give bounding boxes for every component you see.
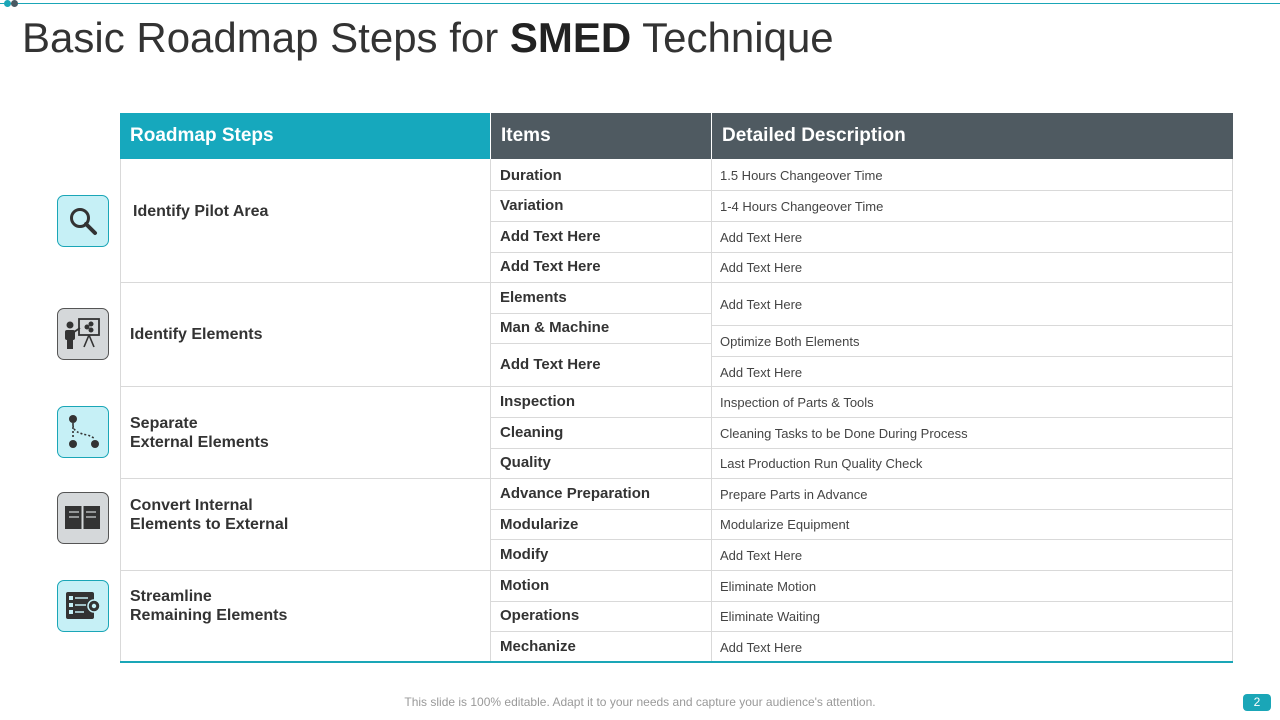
- row-divider: [712, 601, 1233, 602]
- step-label-separate-external: Separate External Elements: [130, 415, 269, 451]
- row-divider: [712, 631, 1233, 632]
- item-cell: Advance Preparation: [500, 485, 651, 502]
- item-cell: Variation: [500, 197, 564, 214]
- step-label-identify-pilot-area: Identify Pilot Area: [133, 203, 269, 220]
- row-divider: [491, 252, 711, 253]
- item-cell: Elements: [500, 289, 567, 306]
- branch-icon: [57, 406, 109, 458]
- accent-dot: [11, 0, 18, 7]
- item-cell: Motion: [500, 577, 550, 594]
- row-divider: [491, 539, 711, 540]
- row-divider: [491, 221, 711, 222]
- description-cell: Add Text Here: [720, 640, 803, 655]
- group-divider: [120, 282, 1233, 283]
- description-cell: Last Production Run Quality Check: [720, 456, 923, 471]
- column-divider: [711, 159, 712, 662]
- item-cell: Add Text Here: [500, 258, 601, 275]
- description-cell: Cleaning Tasks to be Done During Process: [720, 426, 968, 441]
- table-bottom-accent: [120, 661, 1233, 663]
- description-cell: Add Text Here: [720, 365, 803, 380]
- group-divider: [120, 478, 1233, 479]
- item-cell: Man & Machine: [500, 319, 610, 336]
- book-icon: [57, 492, 109, 544]
- row-divider: [712, 509, 1233, 510]
- description-cell: Prepare Parts in Advance: [720, 487, 868, 502]
- column-divider: [1232, 159, 1233, 662]
- top-accent-line: [0, 3, 1280, 4]
- row-divider: [712, 252, 1233, 253]
- item-cell: Duration: [500, 167, 562, 184]
- row-divider: [712, 356, 1233, 357]
- item-cell: Operations: [500, 607, 580, 624]
- row-divider: [491, 509, 711, 510]
- header-items: Items: [491, 113, 711, 159]
- description-cell: Eliminate Waiting: [720, 609, 820, 624]
- row-divider: [491, 631, 711, 632]
- presentation-icon: [57, 308, 109, 360]
- item-cell: Add Text Here: [500, 228, 601, 245]
- accent-dot: [4, 0, 11, 7]
- description-cell: Modularize Equipment: [720, 517, 850, 532]
- step-label-streamline: Streamline Remaining Elements: [130, 588, 288, 624]
- description-cell: Add Text Here: [720, 230, 803, 245]
- step-label-identify-elements: Identify Elements: [130, 326, 263, 343]
- item-cell: Inspection: [500, 393, 576, 410]
- item-cell: Mechanize: [500, 638, 576, 655]
- item-cell: Modularize: [500, 516, 579, 533]
- row-divider: [491, 313, 711, 314]
- row-divider: [491, 343, 711, 344]
- item-cell: Quality: [500, 454, 551, 471]
- group-divider: [120, 570, 1233, 571]
- roadmap-table: [120, 113, 1233, 662]
- page-title: Basic Roadmap Steps for SMED Technique: [22, 14, 834, 61]
- checklist-gear-icon: [57, 580, 109, 632]
- row-divider: [491, 190, 711, 191]
- row-divider: [712, 221, 1233, 222]
- description-cell: Optimize Both Elements: [720, 334, 860, 349]
- description-cell: Add Text Here: [720, 548, 803, 563]
- column-divider: [490, 159, 491, 662]
- description-cell: 1-4 Hours Changeover Time: [720, 199, 884, 214]
- description-cell: Add Text Here: [720, 297, 803, 312]
- description-cell: Eliminate Motion: [720, 579, 817, 594]
- item-cell: Cleaning: [500, 424, 564, 441]
- footer-note: This slide is 100% editable. Adapt it to your needs and capture your audience's attention.: [404, 695, 876, 709]
- row-divider: [712, 325, 1233, 326]
- page-number-badge: 2: [1243, 694, 1271, 711]
- header-roadmap-steps: Roadmap Steps: [120, 113, 490, 159]
- group-divider: [120, 386, 1233, 387]
- step-label-convert-internal: Convert Internal Elements to External: [130, 497, 289, 533]
- item-cell: Add Text Here: [500, 356, 601, 373]
- row-divider: [491, 601, 711, 602]
- header-detailed-description: Detailed Description: [712, 113, 1233, 159]
- row-divider: [712, 539, 1233, 540]
- item-cell: Modify: [500, 546, 549, 563]
- row-divider: [712, 448, 1233, 449]
- row-divider: [712, 190, 1233, 191]
- description-cell: Inspection of Parts & Tools: [720, 395, 874, 410]
- search-icon: [57, 195, 109, 247]
- description-cell: 1.5 Hours Changeover Time: [720, 168, 883, 183]
- row-divider: [491, 417, 711, 418]
- column-divider: [120, 159, 121, 662]
- description-cell: Add Text Here: [720, 260, 803, 275]
- row-divider: [491, 448, 711, 449]
- row-divider: [712, 417, 1233, 418]
